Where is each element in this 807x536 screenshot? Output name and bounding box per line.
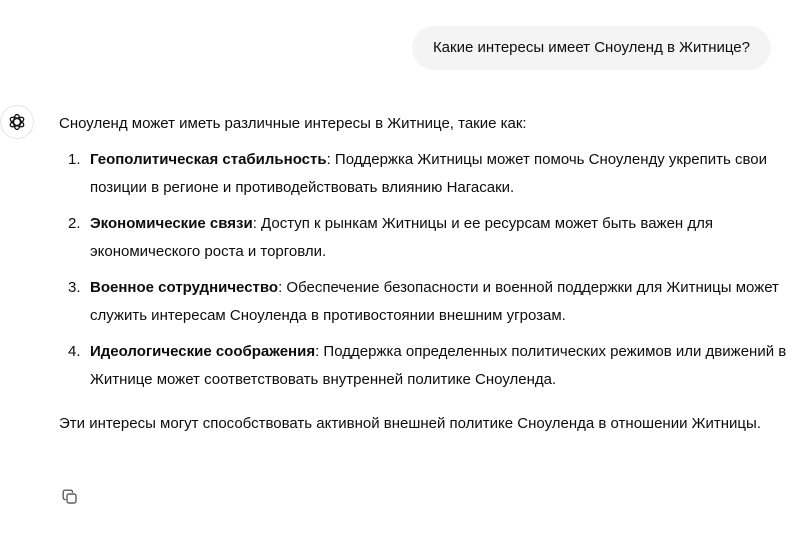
list-item-number: 1. xyxy=(68,151,81,168)
list-item-number: 3. xyxy=(68,279,81,296)
list-item-number: 4. xyxy=(68,343,81,360)
list-item-text: : Доступ к рынкам Житницы и ее ресурсам может быть важен для экономического роста и торговли. xyxy=(90,215,714,260)
assistant-outro: Эти интересы могут способствовать активной внешней политике Сноуленда в отношении Житницы. xyxy=(59,415,761,432)
user-message-bubble xyxy=(412,26,771,70)
assistant-avatar xyxy=(0,105,34,139)
assistant-message xyxy=(59,110,789,438)
list-item-text: : Поддержка Житницы может помочь Сноуленду укрепить свои позиции в регионе и противодействовать влиянию Нагасаки. xyxy=(90,151,768,196)
list-item xyxy=(59,274,789,330)
list-item-text: : Обеспечение безопасности и военной поддержки для Житницы может служить интересам Сноуленда в противостоянии внешним угрозам. xyxy=(90,279,779,324)
assistant-intro: Сноуленд может иметь различные интересы в Житнице, такие как: xyxy=(59,115,527,132)
list-item-title: Идеологические соображения xyxy=(90,343,316,360)
list-item-title: Геополитическая стабильность xyxy=(90,151,327,168)
copy-button[interactable] xyxy=(56,483,84,511)
list-item xyxy=(59,338,789,394)
list-item-text: : Поддержка определенных политических режимов или движений в Житнице может соответствовать внутренней политике Сноуленда. xyxy=(90,343,787,388)
list-item-number: 2. xyxy=(68,215,81,232)
assistant-logo-icon xyxy=(7,112,27,132)
list-item xyxy=(59,146,789,202)
interests-list xyxy=(59,146,789,394)
list-item-title: Военное сотрудничество xyxy=(90,279,279,296)
list-item-title: Экономические связи xyxy=(90,215,253,232)
copy-icon xyxy=(62,489,78,505)
user-message-text: Какие интересы имеет Сноуленд в Житнице? xyxy=(432,39,750,56)
list-item xyxy=(59,210,789,266)
